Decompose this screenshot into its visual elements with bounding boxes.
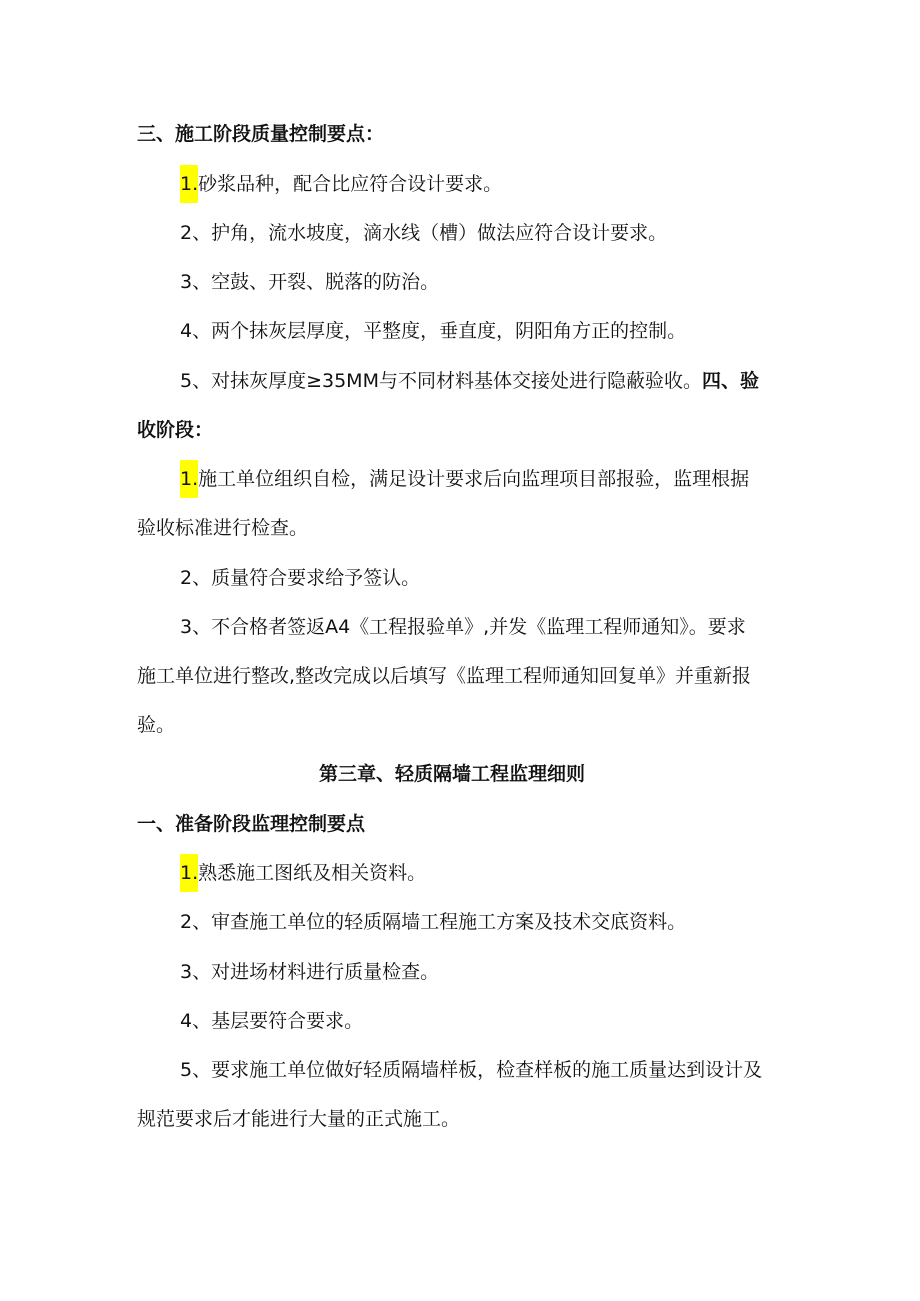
section-heading-1: 一、准备阶段监理控制要点 <box>137 813 366 835</box>
list-item: 2、审查施工单位的轻质隔墙工程施工方案及技术交底资料。 <box>180 911 687 933</box>
list-item: 3、空鼓、开裂、脱落的防治。 <box>180 271 440 293</box>
highlighted-number: 1. <box>180 854 198 892</box>
section-heading-4: 四、验 <box>701 370 759 392</box>
list-item-continued: 施工单位进行整改,整改完成以后填写《监理工程师通知回复单》并重新报 <box>137 665 752 687</box>
chapter-title: 第三章、轻质隔墙工程监理细则 <box>319 763 586 785</box>
list-item: 2、质量符合要求给予签认。 <box>180 567 421 589</box>
list-item: 4、两个抹灰层厚度，平整度，垂直度，阴阳角方正的控制。 <box>180 320 687 342</box>
list-item: 2、护角，流水坡度，滴水线（槽）做法应符合设计要求。 <box>180 222 668 244</box>
list-item: 5、要求施工单位做好轻质隔墙样板，检查样板的施工质量达到设计及 <box>180 1059 763 1081</box>
list-item: 1.砂浆品种，配合比应符合设计要求。 <box>180 172 502 203</box>
list-item: 1.熟悉施工图纸及相关资料。 <box>180 861 426 892</box>
list-item: 1.施工单位组织自检，满足设计要求后向监理项目部报验，监理根据 <box>180 467 749 498</box>
list-item: 3、不合格者签返A4《工程报验单》,并发《监理工程师通知》。要求 <box>180 616 746 638</box>
list-item-continued: 验。 <box>137 714 176 736</box>
highlighted-number: 1. <box>180 460 198 498</box>
list-item: 5、对抹灰厚度≥35MM与不同材料基体交接处进行隐蔽验收。四、验 <box>180 370 759 392</box>
list-item: 4、基层要符合要求。 <box>180 1010 364 1032</box>
section-heading-3: 三、施工阶段质量控制要点： <box>137 123 385 145</box>
section-heading-4-continued: 收阶段： <box>137 419 214 441</box>
list-item-continued: 规范要求后才能进行大量的正式施工。 <box>137 1108 461 1130</box>
list-item: 3、对进场材料进行质量检查。 <box>180 961 440 983</box>
list-item-continued: 验收标准进行检查。 <box>137 517 309 539</box>
highlighted-number: 1. <box>180 165 198 203</box>
